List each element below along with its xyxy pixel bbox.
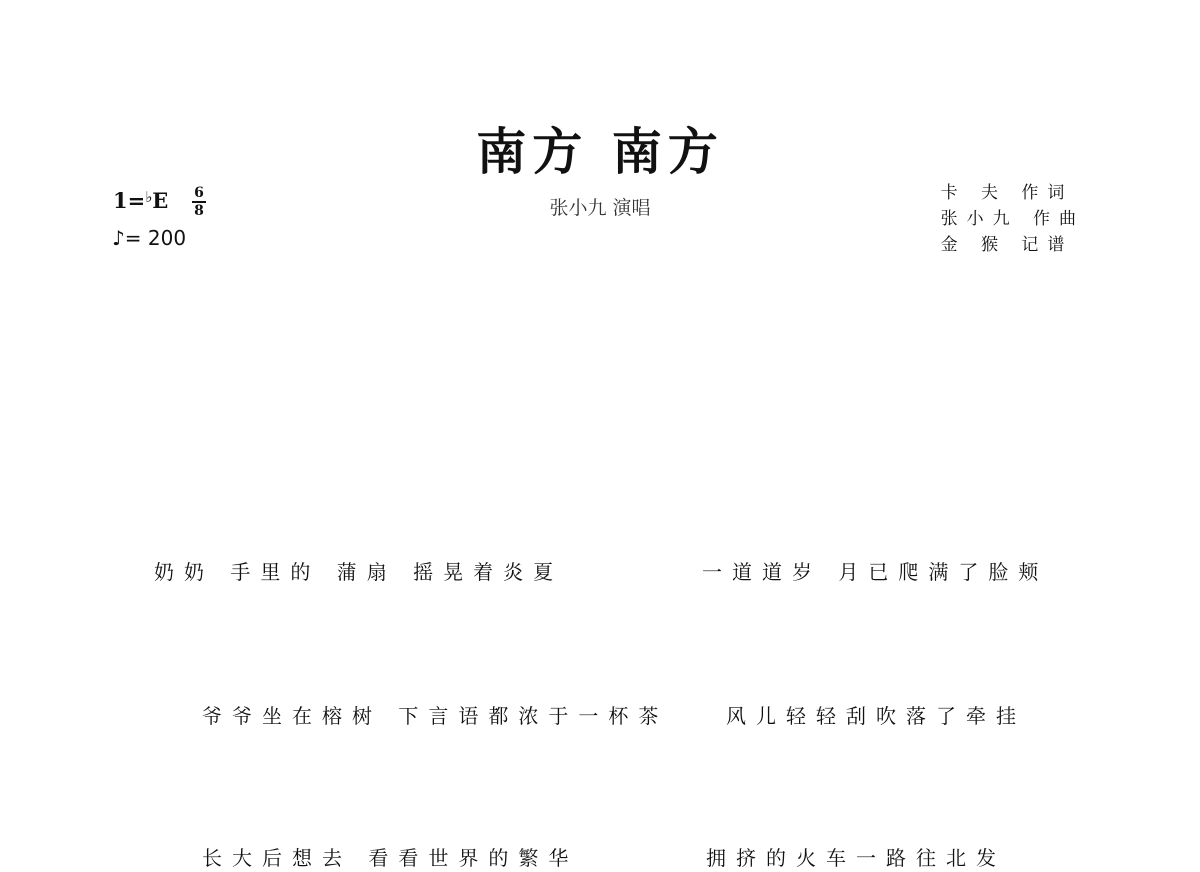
lyric-line: 奶奶 手里的 蒲扇 摇晃着炎夏: [154, 560, 564, 584]
meter-top: 6: [194, 185, 204, 201]
credits: [941, 180, 1085, 258]
lyric-line: 一道道岁 月已爬满了脸颊: [702, 560, 1049, 584]
lyricist-credit: 卡 夫 作词: [940, 183, 1074, 203]
score-title: 南方 南方: [476, 122, 724, 181]
notes-row-2: [110, 400, 1092, 440]
key-letter: E: [152, 188, 169, 213]
transcriber-credit: 金 猴 记谱: [940, 235, 1074, 255]
singer-credit: 张小九 演唱: [549, 197, 651, 219]
meter-bottom: 8: [194, 203, 204, 219]
lyrics-row-3: [110, 556, 1092, 586]
time-signature: [192, 186, 206, 218]
eighth-note-icon: ♪: [112, 226, 125, 250]
tempo-marking: [112, 226, 186, 250]
lyrics-row-4: [110, 700, 1092, 730]
lyric-line: 风儿轻轻刮吹落了牵挂: [726, 704, 1026, 728]
notes-row-5: [110, 794, 1092, 834]
lyrics-row-5: [110, 842, 1092, 872]
notes-row-4: [110, 652, 1092, 692]
key-signature: [113, 188, 168, 213]
notes-row-3: [110, 508, 1092, 548]
flat-icon: ♭: [145, 188, 153, 206]
lyric-line: 长大后想去 看看世界的繁华: [202, 846, 579, 870]
notes-row-1: [110, 282, 1092, 322]
tempo-value: = 200: [124, 226, 187, 250]
composer-credit: 张小九 作曲: [940, 209, 1085, 229]
key-prefix: 1=: [113, 188, 146, 213]
lyric-line: 拥挤的火车一路往北发: [706, 846, 1006, 870]
lyric-line: 爷爷坐在榕树 下言语都浓于一杯茶: [202, 704, 669, 728]
